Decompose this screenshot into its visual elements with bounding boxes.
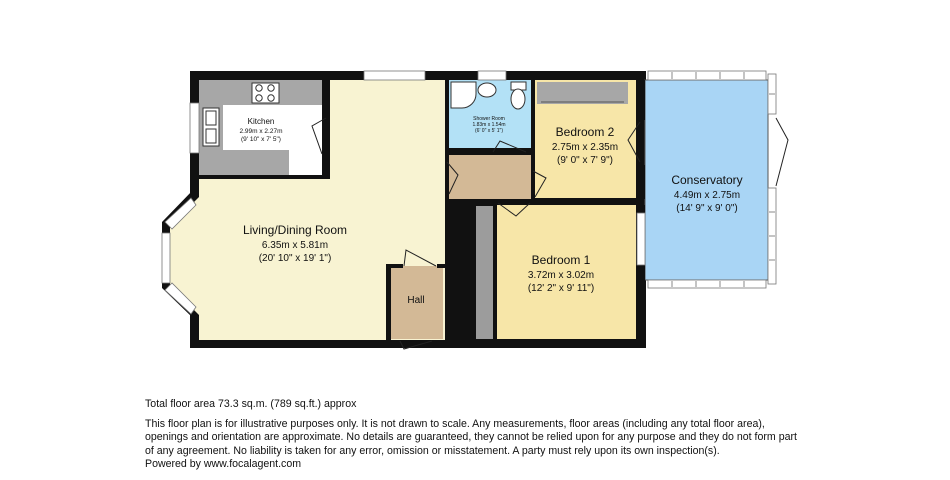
corridor-cupboard [476, 206, 493, 339]
window-living-north [364, 71, 425, 80]
wall-conservatory-west-mid [636, 165, 645, 199]
basin-icon [478, 83, 496, 97]
wall-corridor-west [445, 80, 449, 160]
wall-kitchen-south [199, 175, 330, 179]
bedroom2-metric: 2.75m x 2.35m [551, 142, 619, 153]
bedroom1-metric: 3.72m x 3.02m [527, 270, 595, 281]
footer [145, 398, 805, 472]
hall-name: Hall [407, 295, 425, 306]
kitchen-worktop-bottom [199, 150, 289, 175]
door-conservatory-french [776, 118, 788, 186]
conservatory-imperial: (14' 9" x 9' 0") [676, 203, 738, 214]
wall-corridor-west-lower [445, 195, 449, 341]
window-bay-west [162, 233, 170, 283]
conservatory-metric: 4.49m x 2.75m [673, 190, 741, 201]
wall-bedroom-divider [531, 198, 637, 205]
wall-shower-east [531, 80, 535, 155]
toilet-bowl-icon [511, 89, 525, 109]
conservatory-name: Conservatory [671, 173, 743, 187]
wall-hall-north [386, 264, 403, 268]
wall-kitchen-east [322, 80, 330, 116]
living-name: Living/Dining Room [242, 223, 348, 237]
wall-bedroom1-west [493, 205, 497, 339]
bedroom1-imperial: (12' 2" x 9' 11") [527, 283, 595, 294]
kitchen-imperial: (9' 10" x 7' 5") [241, 136, 281, 143]
wall-landing-top [449, 148, 492, 155]
disclaimer: This floor plan is for illustrative purposes only. It is not drawn to scale. Any measurements, floor areas (including any total floor area), openings and orientation are approximate. No details are guaranteed, they cannot be relied upon for any purpose and they do not form part of any agreement. No liability is taken for any error, omission or misstatement. A party must rely upon its own inspection(s). [145, 417, 797, 457]
wall-bedroom2-south [531, 155, 535, 170]
kitchen-metric: 2.99m x 2.27m [239, 128, 283, 135]
bedroom1-name: Bedroom 1 [531, 253, 591, 267]
shower-tray-icon [451, 82, 476, 108]
window-kitchen-west [190, 103, 199, 153]
wall-cupboard-west [472, 205, 476, 339]
landing-floor [449, 155, 531, 199]
shower-name: Shower Room [473, 116, 505, 122]
powered-by: Powered by www.focalagent.com [145, 458, 302, 471]
living-metric: 6.35m x 5.81m [261, 240, 329, 251]
kitchen-name: Kitchen [247, 117, 275, 126]
window-conservatory-north [648, 71, 766, 80]
bedroom2-name: Bedroom 2 [555, 125, 615, 139]
shower-imperial: (6' 0" x 5' 1") [475, 128, 503, 134]
window-shower-north [478, 71, 506, 80]
wall-hall-north-right [437, 264, 445, 268]
total-floor-area: Total floor area 73.3 sq.m. (789 sq.ft.) approx [145, 398, 357, 410]
window-conservatory-south [648, 280, 766, 288]
living-imperial: (20' 10" x 19' 1") [258, 253, 332, 264]
sink-icon [203, 108, 219, 146]
bedroom2-wardrobe [537, 82, 628, 104]
wall-hall-west [386, 264, 391, 341]
wall-conservatory-west [636, 80, 645, 120]
wall-kitchen-east-lower [322, 155, 330, 179]
wall-landing-east [531, 196, 535, 205]
bedroom2-imperial: (9' 0" x 7' 9") [557, 155, 613, 166]
window-bedroom1-east [637, 213, 645, 265]
shower-metric: 1.83m x 1.54m [472, 122, 506, 128]
